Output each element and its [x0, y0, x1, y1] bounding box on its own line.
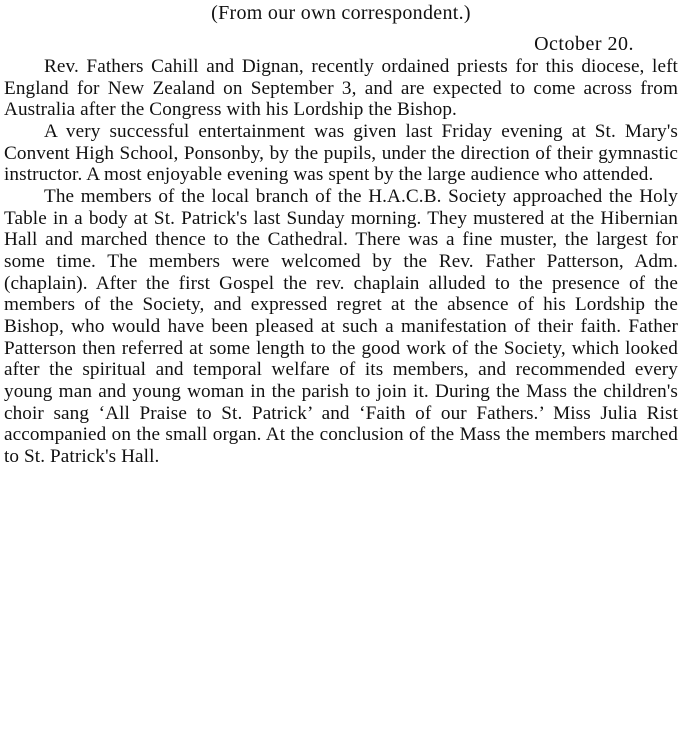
article-paragraph-1: Rev. Fathers Cahill and Dignan, recently ordained priests for this diocese, left England for New Zealand on September 3, and are expected to come across from Australia after the Congress with his Lordship the Bishop.: [4, 56, 678, 121]
article-date: October 20.: [534, 33, 634, 55]
article-header: (From our own correspondent.): [211, 2, 471, 24]
article-paragraph-3: The members of the local branch of the H.A.C.B. Society approached the Holy Table in a body at St. Patrick's last Sunday morning. They mustered at the Hibernian Hall and marched thence to the Cathedral. There was a fine muster, the largest for some time. The members were welcomed by the Rev. Father Patterson, Adm. (chaplain). After the first Gospel the rev. chaplain alluded to the presence of the members of the Society, and expressed regret at the absence of his Lordship the Bishop, who would have been pleased at such a manifestation of their faith. Father Patterson then referred at some length to the good work of the Society, which looked after the spiritual and temporal welfare of its members, and recommended every young man and young woman in the parish to join it. During the Mass the children's choir sang ‘All Praise to St. Patrick’ and ‘Faith of our Fathers.’ Miss Julia Rist accompanied on the small organ. At the conclusion of the Mass the members marched to St. Patrick's Hall.: [4, 185, 678, 467]
article-paragraph-2: A very successful entertainment was given last Friday evening at St. Mary's Convent High School, Ponsonby, by the pupils, under the direction of their gymnastic instructor. A most enjoyable evening was spent by the large audience who attended.: [4, 120, 678, 186]
